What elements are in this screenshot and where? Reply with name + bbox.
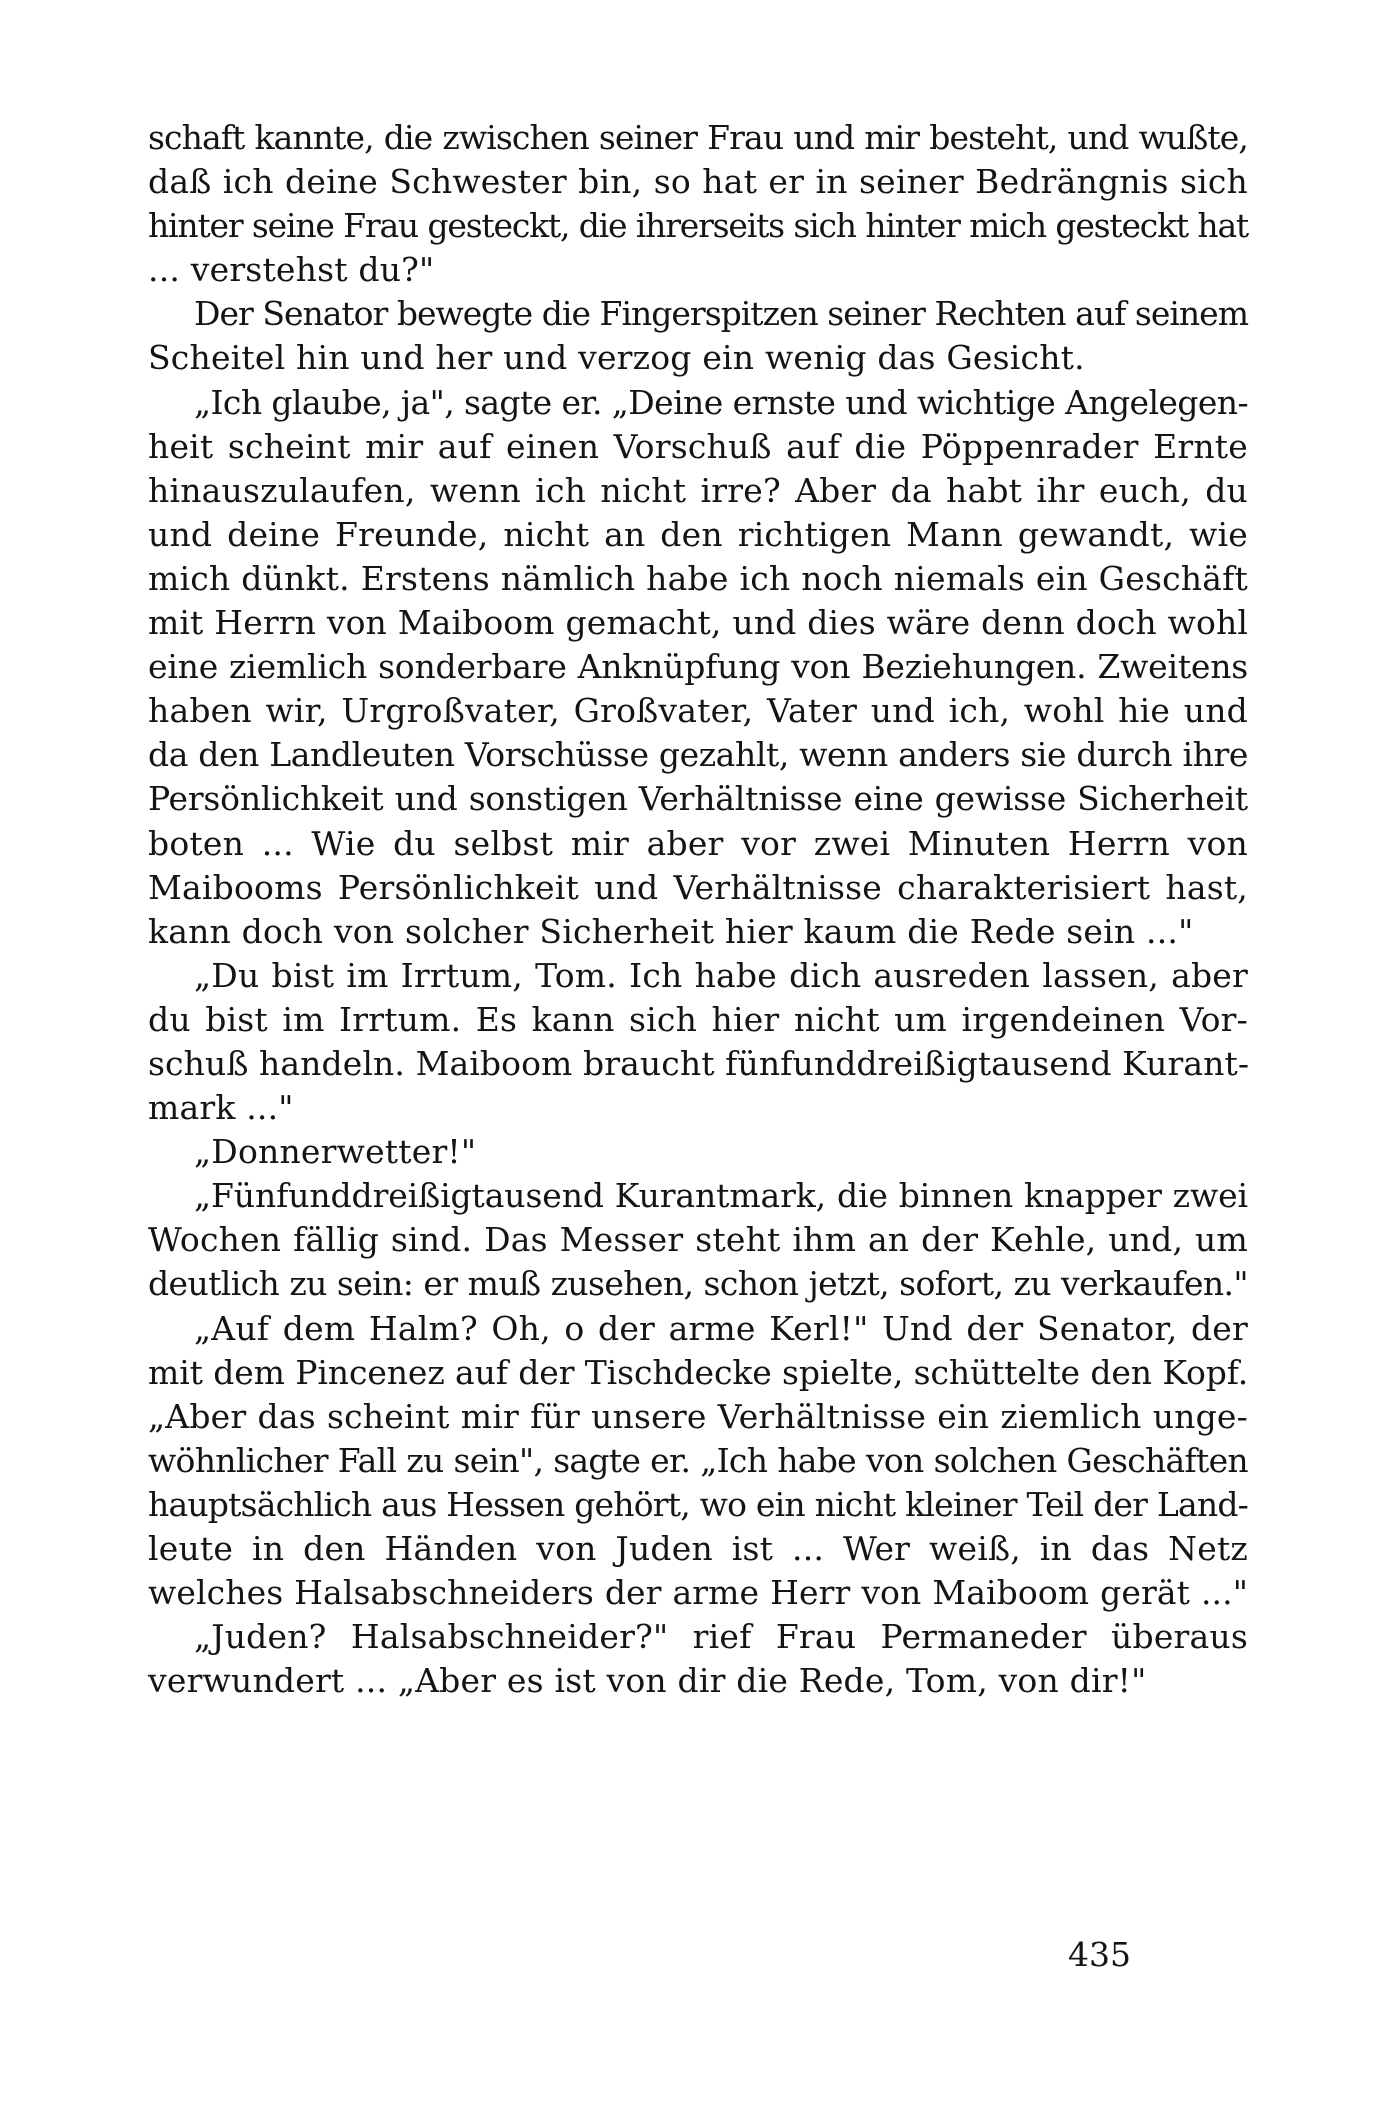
body-text — [148, 116, 1248, 1703]
text-line: eine ziemlich sonderbare Anknüpfung von Beziehungen. Zweitens — [148, 647, 1248, 687]
text-line: haben wir, Urgroßvater, Großvater, Vater und ich, wohl hie und — [148, 691, 1248, 731]
text-line: Maibooms Persönlichkeit und Verhältnisse charakterisiert hast, — [148, 867, 1248, 907]
text-line: „Auf dem Halm? Oh, o der arme Kerl!" Und der Senator, der — [194, 1308, 1248, 1348]
text-line: heit scheint mir auf einen Vorschuß auf die Pöppenrader Ernte — [148, 426, 1248, 466]
text-line: Persönlichkeit und sonstigen Verhältnisse eine gewisse Sicherheit — [148, 779, 1248, 819]
text-line: du bist im Irrtum. Es kann sich hier nicht um irgendeinen Vor- — [148, 999, 1248, 1039]
text-line: Der Senator bewegte die Fingerspitzen seiner Rechten auf seinem — [194, 294, 1248, 334]
text-line: ... verstehst du?" — [148, 250, 435, 290]
text-line: da den Landleuten Vorschüsse gezahlt, wenn anders sie durch ihre — [148, 735, 1248, 775]
text-line: und deine Freunde, nicht an den richtigen Mann gewandt, wie — [148, 514, 1248, 554]
text-line: kann doch von solcher Sicherheit hier kaum die Rede sein ..." — [148, 911, 1194, 951]
text-line: daß ich deine Schwester bin, so hat er in seiner Bedrängnis sich — [148, 162, 1248, 202]
text-line: mit Herrn von Maiboom gemacht, und dies wäre denn doch wohl — [148, 603, 1248, 643]
text-line: „Donnerwetter!" — [194, 1132, 477, 1172]
text-line: „Juden? Halsabschneider?" rief Frau Permaneder überaus — [194, 1617, 1248, 1657]
text-line: Wochen fällig sind. Das Messer steht ihm an der Kehle, und, um — [148, 1220, 1248, 1260]
text-line: „Ich glaube, ja", sagte er. „Deine ernste und wichtige Angelegen- — [194, 382, 1248, 422]
text-line: „Fünfunddreißigtausend Kurantmark, die binnen knapper zwei — [194, 1176, 1248, 1216]
text-line: Scheitel hin und her und verzog ein wenig das Gesicht. — [148, 338, 1085, 378]
text-line: mich dünkt. Erstens nämlich habe ich noch niemals ein Geschäft — [148, 558, 1248, 598]
text-line: mit dem Pincenez auf der Tischdecke spielte, schüttelte den Kopf. — [148, 1352, 1249, 1392]
text-line: wöhnlicher Fall zu sein", sagte er. „Ich habe von solchen Geschäften — [148, 1440, 1248, 1480]
text-line: welches Halsabschneiders der arme Herr von Maiboom gerät ..." — [148, 1573, 1248, 1613]
text-line: „Aber das scheint mir für unsere Verhältnisse ein ziemlich unge- — [148, 1396, 1248, 1436]
text-line: hinauszulaufen, wenn ich nicht irre? Aber da habt ihr euch, du — [148, 470, 1248, 510]
text-line: schuß handeln. Maiboom braucht fünfunddreißigtausend Kurant- — [148, 1043, 1250, 1083]
text-line: leute in den Händen von Juden ist ... Wer weiß, in das Netz — [148, 1529, 1248, 1568]
text-line: verwundert ... „Aber es ist von dir die Rede, Tom, von dir!" — [148, 1661, 1147, 1701]
text-line: mark ..." — [148, 1088, 294, 1128]
text-line: hauptsächlich aus Hessen gehört, wo ein nicht kleiner Teil der Land- — [148, 1484, 1248, 1524]
text-line: schaft kannte, die zwischen seiner Frau und mir besteht, und wußte, — [148, 118, 1248, 157]
page-number: 435 — [1068, 1935, 1131, 1974]
text-line: hinter seine Frau gesteckt, die ihrerseits sich hinter mich gesteckt hat — [148, 206, 1248, 246]
text-line: deutlich zu sein: er muß zusehen, schon jetzt, sofort, zu verkaufen." — [148, 1264, 1248, 1304]
text-line: „Du bist im Irrtum, Tom. Ich habe dich ausreden lassen, aber — [194, 955, 1248, 995]
text-line: boten ... Wie du selbst mir aber vor zwei Minuten Herrn von — [148, 823, 1248, 863]
